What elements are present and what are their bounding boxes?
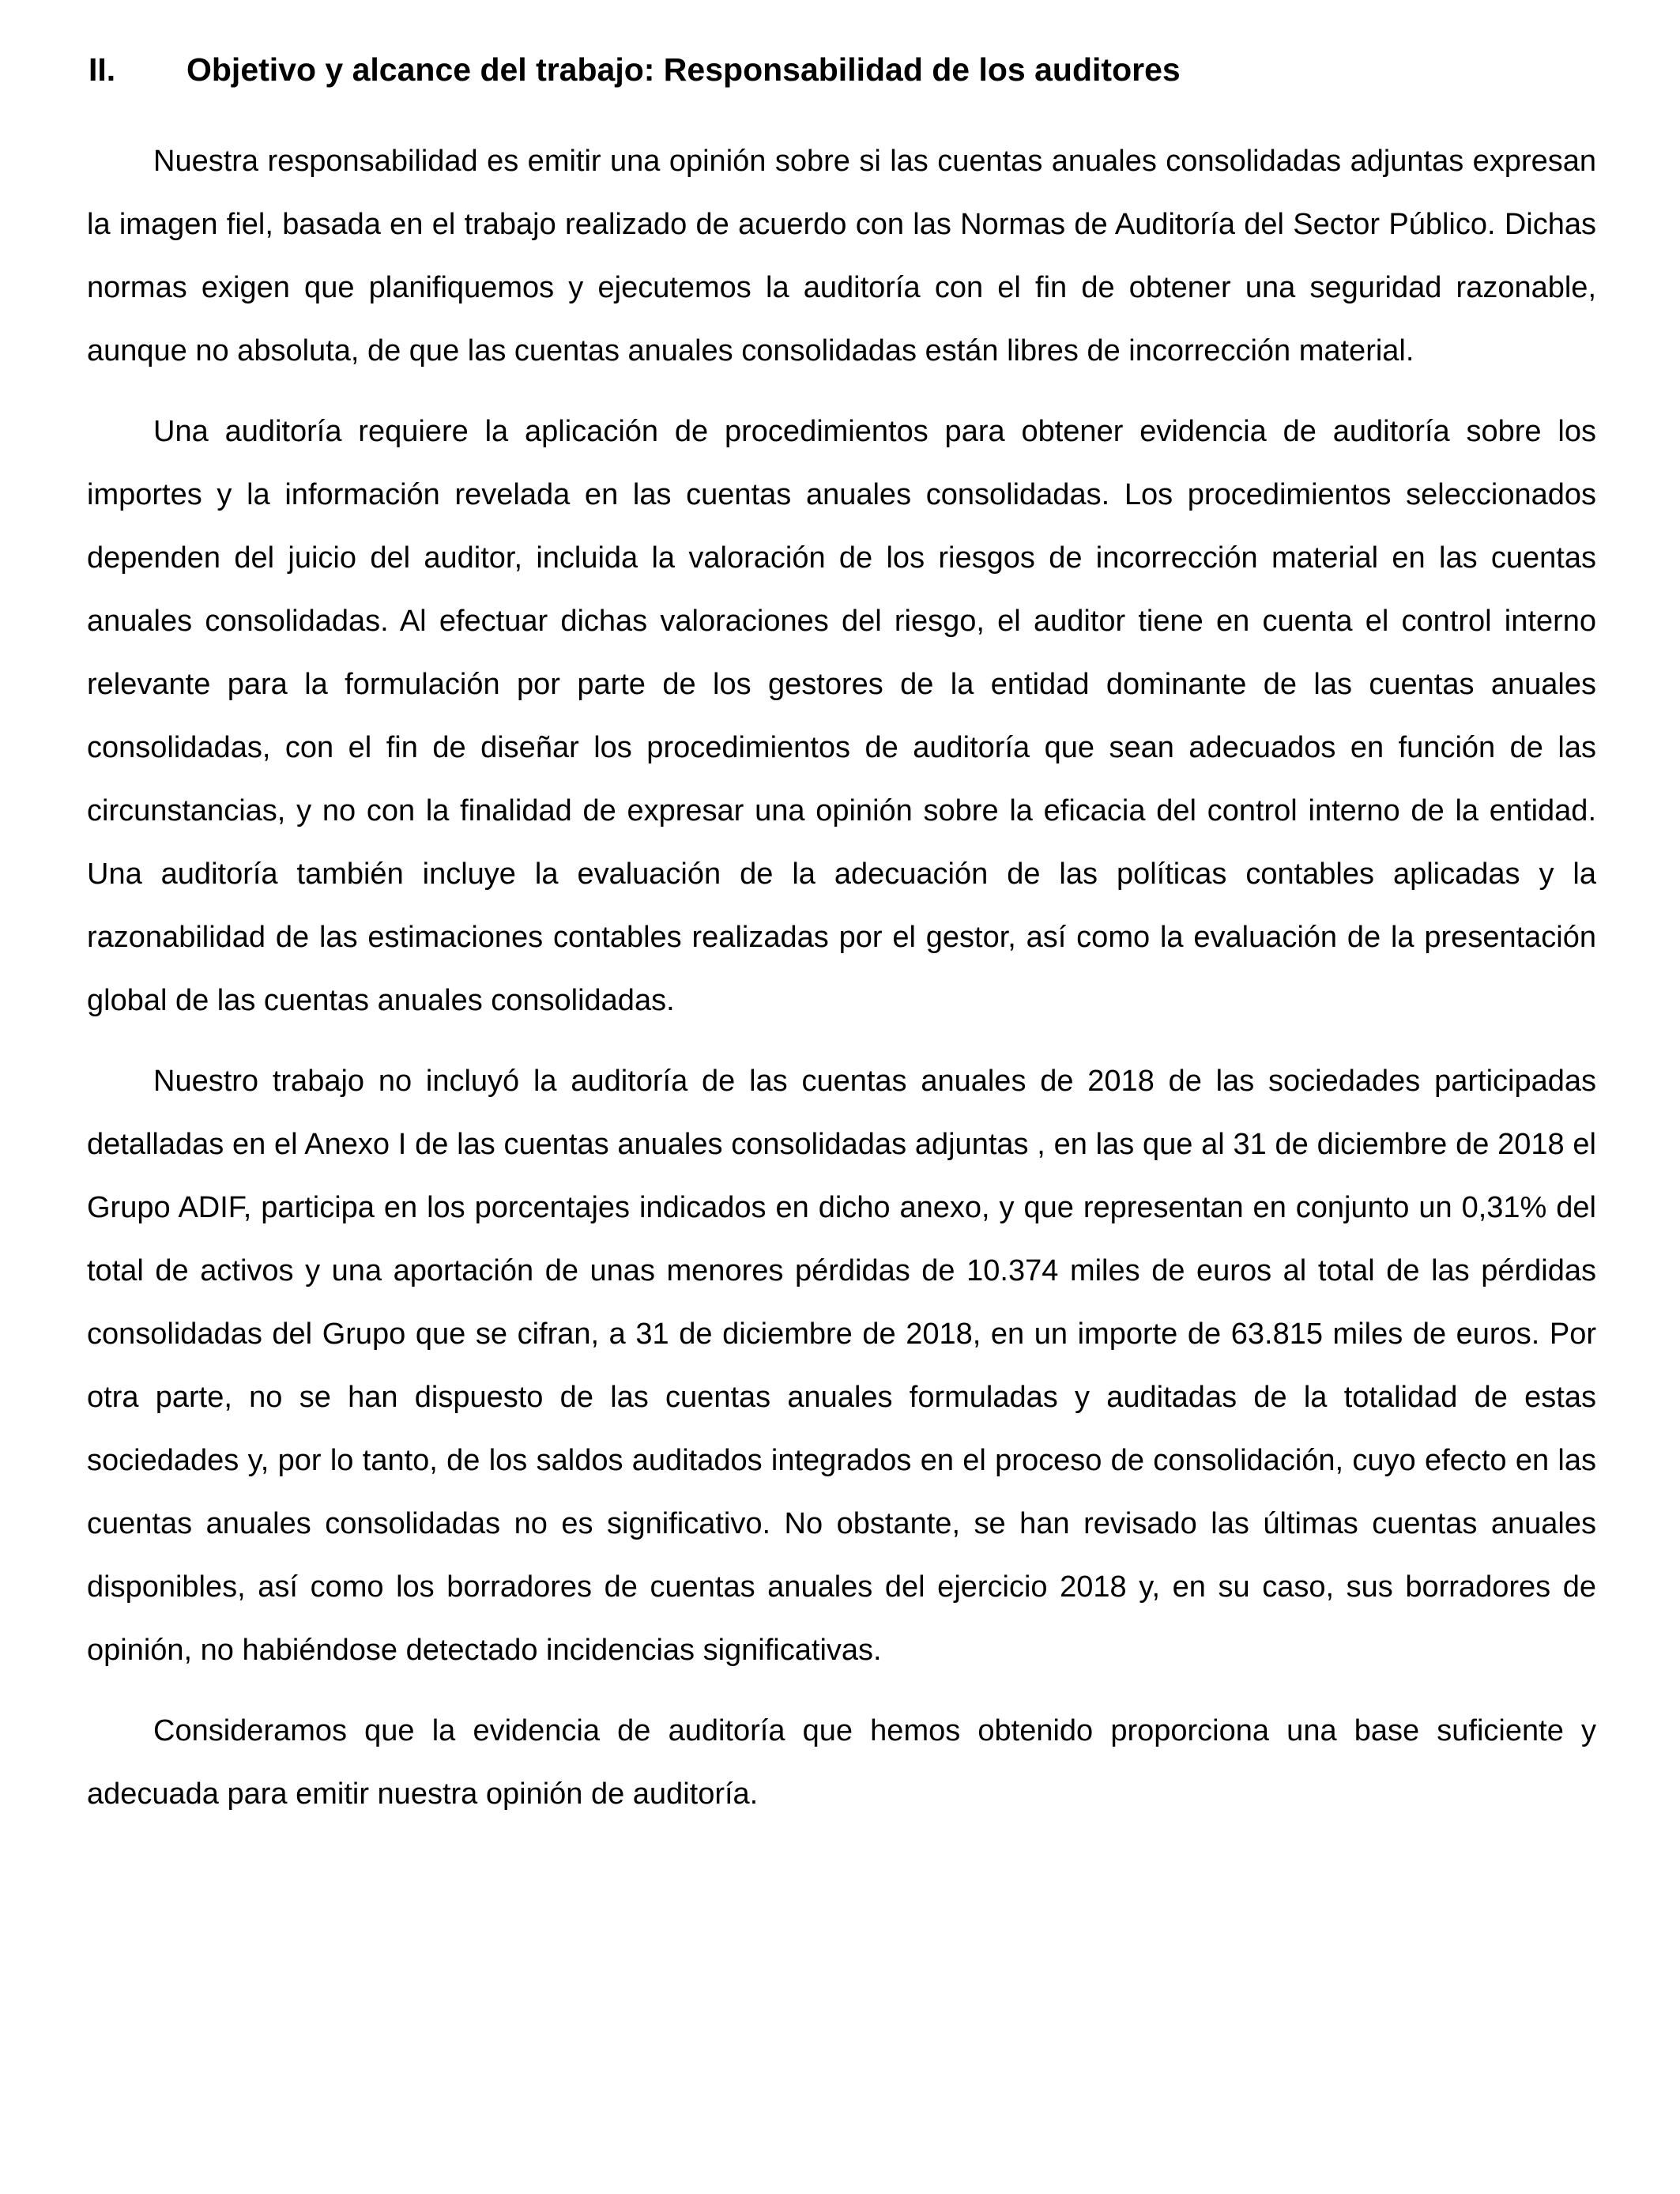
paragraph-responsibility: Nuestra responsabilidad es emitir una opinión sobre si las cuentas anuales consolidadas adjuntas expresan la imagen fiel, basada en el trabajo realizado de acuerdo con las Normas de Auditoría del Sector Público. Dichas normas exigen que planifiquemos y ejecutemos la auditoría con el fin de obtener una seguridad razonable, aunque no absoluta, de que las cuentas anuales consolidadas están libres de incorrección material. [87,145,1596,368]
section-heading [87,46,1596,93]
paragraph-audit-evidence: Consideramos que la evidencia de auditoría que hemos obtenido proporciona una base suficiente y adecuada para emitir nuestra opinión de auditoría. [87,1714,1596,1811]
section-number: II. [89,51,116,88]
paragraph-audit-procedures: Una auditoría requiere la aplicación de procedimientos para obtener evidencia de auditoría sobre los importes y la información revelada en las cuentas anuales consolidadas. Los procedimientos seleccionados dependen del juicio del auditor, incluida la valoración de los riesgos de incorrección material en las cuentas anuales consolidadas. Al efectuar dichas valoraciones del riesgo, el auditor tiene en cuenta el control interno relevante para la formulación por parte de los gestores de la entidad dominante de las cuentas anuales consolidadas, con el fin de diseñar los procedimientos de auditoría que sean adecuados en función de las circunstancias, y no con la finalidad de expresar una opinión sobre la eficacia del control interno de la entidad. Una auditoría también incluye la evaluación de la adecuación de las políticas contables aplicadas y la razonabilidad de las estimaciones contables realizadas por el gestor, así como la evaluación de la presentación global de las cuentas anuales consolidadas. [87,415,1596,1017]
section-title: Objetivo y alcance del trabajo: Responsabilidad de los auditores [186,51,1181,88]
paragraph-investee-companies: Nuestro trabajo no incluyó la auditoría de las cuentas anuales de 2018 de las sociedades participadas detalladas en el Anexo I de las cuentas anuales consolidadas adjuntas , en las que al 31 de diciembre de 2018 el Grupo ADIF, participa en los porcentajes indicados en dicho anexo, y que representan en conjunto un 0,31% del total de activos y una aportación de unas menores pérdidas de 10.374 miles de euros al total de las pérdidas consolidadas del Grupo que se cifran, a 31 de diciembre de 2018, en un importe de 63.815 miles de euros. Por otra parte, no se han dispuesto de las cuentas anuales formuladas y auditadas de la totalidad de estas sociedades y, por lo tanto, de los saldos auditados integrados en el proceso de consolidación, cuyo efecto en las cuentas anuales consolidadas no es significativo. No obstante, se han revisado las últimas cuentas anuales disponibles, así como los borradores de cuentas anuales del ejercicio 2018 y, en su caso, sus borradores de opinión, no habiéndose detectado incidencias significativas. [87,1065,1596,1667]
